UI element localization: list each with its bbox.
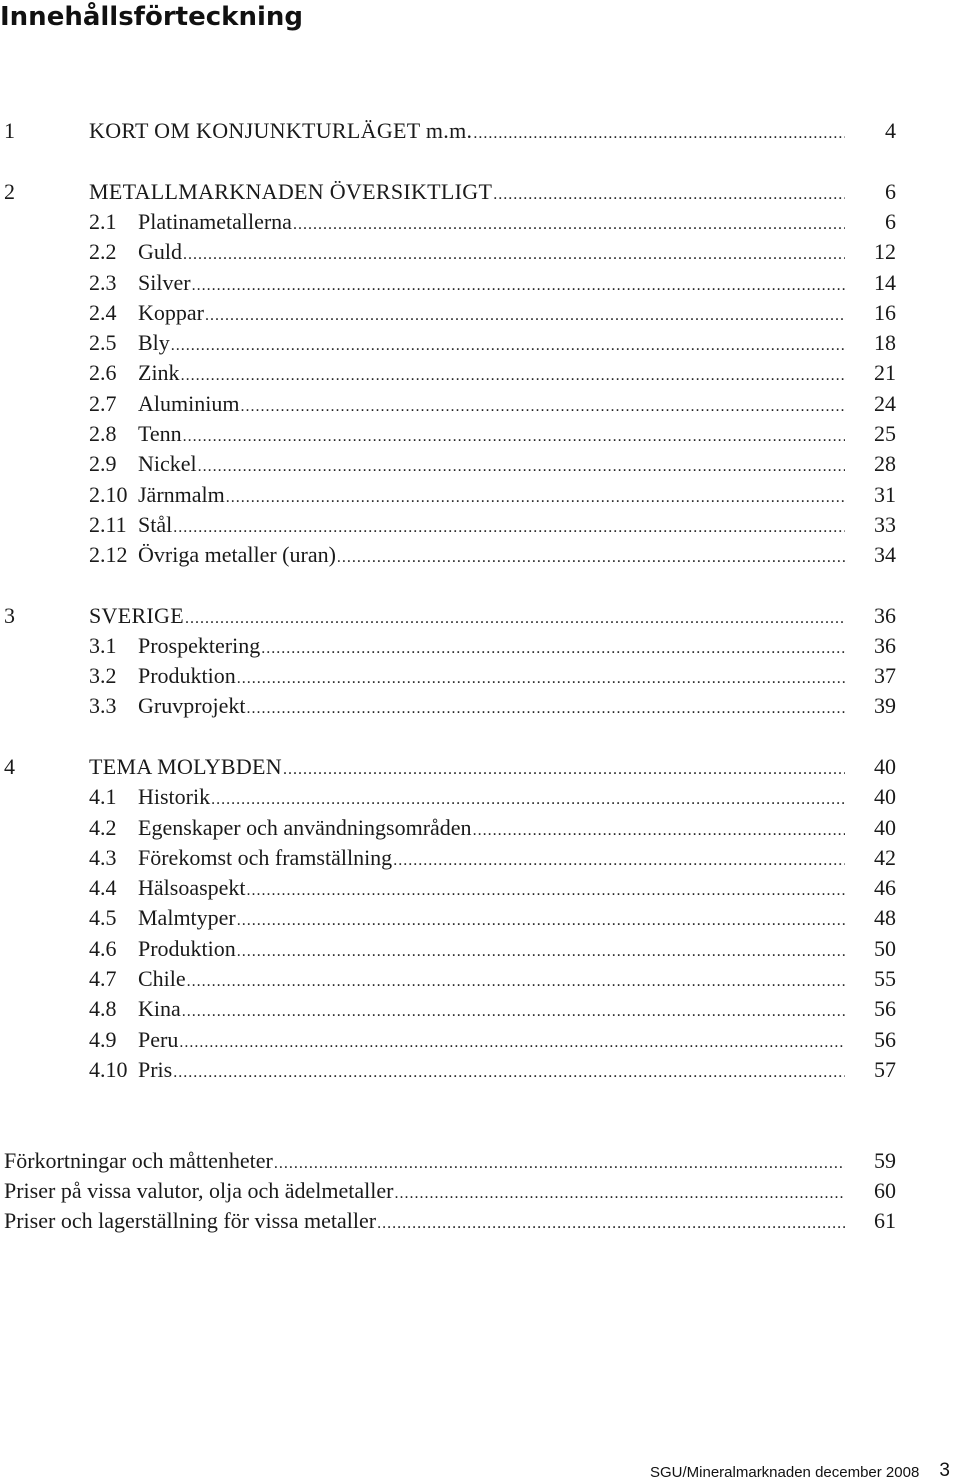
toc-entry-page: 39	[874, 693, 896, 718]
toc-entry-page: 25	[874, 421, 896, 446]
toc-entry-title-leader	[138, 389, 845, 419]
dot-leader	[192, 274, 845, 298]
toc-entry-page: 18	[874, 330, 896, 355]
dot-leader	[493, 183, 845, 207]
toc-entry-page: 37	[874, 663, 896, 688]
toc-entry-title-leader	[138, 1055, 845, 1085]
toc-entry-title-leader	[138, 480, 845, 510]
toc-entry-title: Priser och lagerställning för vissa metaller	[4, 1206, 377, 1236]
toc-entry-page: 16	[874, 300, 896, 325]
dot-leader	[283, 758, 845, 782]
toc-entry-number: 2.11	[89, 512, 127, 537]
dot-leader	[205, 304, 845, 328]
toc-entry-number: 4.3	[89, 845, 117, 870]
toc-entry-page: 4	[885, 118, 896, 143]
toc-entry-number: 4.10	[89, 1057, 128, 1082]
toc-entry-title: Guld	[138, 237, 183, 267]
page-number: 3	[939, 1460, 950, 1481]
toc-entry[interactable]	[0, 449, 900, 479]
toc-entry-title-leader	[89, 116, 845, 146]
dot-leader	[179, 1031, 845, 1055]
dot-leader	[237, 667, 845, 691]
toc-entry[interactable]	[0, 1176, 900, 1206]
toc-entry-title-leader	[138, 237, 845, 267]
toc-entry-page: 55	[874, 966, 896, 991]
toc-entry-page: 57	[874, 1057, 896, 1082]
toc-entry-title: Järnmalm	[138, 480, 226, 510]
toc-entry-number: 3.1	[89, 633, 117, 658]
toc-entry-title-leader	[4, 1176, 845, 1206]
toc-entry-title-leader	[138, 964, 845, 994]
toc-entry[interactable]	[0, 782, 900, 812]
dot-leader	[173, 1061, 845, 1085]
toc-entry-title-leader	[138, 813, 845, 843]
toc-entry[interactable]	[0, 510, 900, 540]
toc-entry-title: Stål	[138, 510, 173, 540]
dot-leader	[173, 516, 845, 540]
toc-entry-number: 2.7	[89, 391, 117, 416]
toc-entry-page: 6	[885, 209, 896, 234]
toc-entry-title: Kina	[138, 994, 182, 1024]
toc-entry[interactable]	[0, 903, 900, 933]
toc-entry-number: 4.2	[89, 815, 117, 840]
toc-entry[interactable]	[0, 298, 900, 328]
toc-entry-title-leader	[4, 1146, 845, 1176]
toc-entry-title: Prospektering	[138, 631, 261, 661]
toc-entry-page: 6	[885, 179, 896, 204]
dot-leader	[183, 425, 845, 449]
toc-entry-title: Produktion	[138, 661, 237, 691]
toc-entry-number: 2.10	[89, 482, 128, 507]
toc-entry-page: 42	[874, 845, 896, 870]
toc-entry-page: 60	[874, 1178, 896, 1203]
toc-entry-title: Förekomst och framställning	[138, 843, 393, 873]
toc-entry-title-leader	[138, 691, 845, 721]
toc-entry-number: 3	[4, 603, 15, 628]
toc-entry-page: 33	[874, 512, 896, 537]
dot-leader	[337, 546, 845, 570]
toc-entry-title: Förkortningar och måttenheter	[4, 1146, 274, 1176]
toc-entry-number: 2.12	[89, 542, 128, 567]
toc-entry-title: Koppar	[138, 298, 205, 328]
toc-entry-number: 4.7	[89, 966, 117, 991]
toc-entry-title: Platinametallerna	[138, 207, 293, 237]
toc-entry-page: 59	[874, 1148, 896, 1173]
toc-entry-number: 2	[4, 179, 15, 204]
toc-entry-title: Peru	[138, 1025, 179, 1055]
toc-entry-title-leader	[138, 540, 845, 570]
dot-leader	[240, 395, 845, 419]
dot-leader	[185, 607, 845, 631]
toc-entry-page: 36	[874, 603, 896, 628]
toc-entry-page: 31	[874, 482, 896, 507]
toc-entry-title: Aluminium	[138, 389, 240, 419]
toc-entry-number: 2.5	[89, 330, 117, 355]
dot-leader	[211, 788, 845, 812]
dot-leader	[473, 819, 845, 843]
toc-entry-title: Zink	[138, 358, 181, 388]
toc-entry-title-leader	[89, 601, 845, 631]
toc-entry[interactable]	[0, 601, 900, 631]
dot-leader	[187, 970, 845, 994]
toc-entry-page: 24	[874, 391, 896, 416]
toc-entry[interactable]	[0, 1206, 900, 1236]
toc-entry-number: 2.3	[89, 270, 117, 295]
page-footer	[650, 1460, 950, 1484]
dot-leader	[395, 1182, 846, 1206]
toc-entry-number: 2.6	[89, 360, 117, 385]
toc-entry-page: 36	[874, 633, 896, 658]
toc-entry-title-leader	[138, 449, 845, 479]
toc-entry-page: 21	[874, 360, 896, 385]
toc-entry-title: Nickel	[138, 449, 198, 479]
dot-leader	[247, 879, 845, 903]
toc-entry[interactable]	[0, 1025, 900, 1055]
toc-entry-number: 2.4	[89, 300, 117, 325]
toc-entry-number: 2.2	[89, 239, 117, 264]
toc-entry-title-leader	[138, 903, 845, 933]
toc-entry-number: 2.8	[89, 421, 117, 446]
toc-entry-title-leader	[138, 419, 845, 449]
toc-entry-title-leader	[138, 1025, 845, 1055]
toc-entry-number: 4.8	[89, 996, 117, 1021]
toc-entry[interactable]	[0, 873, 900, 903]
dot-leader	[237, 940, 845, 964]
dot-leader	[261, 637, 845, 661]
toc-entry[interactable]	[0, 934, 900, 964]
toc-entry-number: 2.9	[89, 451, 117, 476]
toc-entry-title-leader	[138, 328, 845, 358]
dot-leader	[247, 697, 845, 721]
toc-entry-number: 3.3	[89, 693, 117, 718]
toc-entry-title: Gruvprojekt	[138, 691, 247, 721]
toc-entry[interactable]	[0, 843, 900, 873]
toc-entry-title: Historik	[138, 782, 211, 812]
toc-entry-title-leader	[138, 207, 845, 237]
toc-entry-number: 2.1	[89, 209, 117, 234]
toc-entry-title-leader	[138, 661, 845, 691]
toc-entry-number: 3.2	[89, 663, 117, 688]
toc-entry[interactable]	[0, 207, 900, 237]
dot-leader	[237, 909, 845, 933]
dot-leader	[473, 122, 845, 146]
toc-entry-page: 34	[874, 542, 896, 567]
toc-entry-title: Silver	[138, 268, 192, 298]
toc-entry[interactable]	[0, 480, 900, 510]
toc-entry[interactable]	[0, 328, 900, 358]
toc-entry-title: Priser på vissa valutor, olja och ädelmetaller	[4, 1176, 395, 1206]
toc-entry-number: 1	[4, 118, 15, 143]
toc-entry-title: Övriga metaller (uran)	[138, 540, 337, 570]
toc-entry[interactable]	[0, 540, 900, 570]
toc-entry-title-leader	[138, 782, 845, 812]
toc-entry[interactable]	[0, 964, 900, 994]
toc-entry[interactable]	[0, 1146, 900, 1176]
toc-entry-number: 4.4	[89, 875, 117, 900]
page-title: Innehållsförteckning	[0, 2, 303, 32]
toc-entry-title-leader	[138, 873, 845, 903]
toc-entry-page: 50	[874, 936, 896, 961]
toc-entry-title-leader	[138, 298, 845, 328]
dot-leader	[226, 486, 845, 510]
toc-entry[interactable]	[0, 419, 900, 449]
toc-entry-page: 46	[874, 875, 896, 900]
toc-entry-page: 28	[874, 451, 896, 476]
toc-entry[interactable]	[0, 752, 900, 782]
toc-entry-title: Pris	[138, 1055, 173, 1085]
dot-leader	[377, 1212, 845, 1236]
toc-entry-page: 14	[874, 270, 896, 295]
toc-entry-title-leader	[138, 268, 845, 298]
toc-entry-title: Chile	[138, 964, 187, 994]
toc-entry-title: Bly	[138, 328, 171, 358]
toc-entry[interactable]	[0, 116, 900, 146]
toc-entry-page: 40	[874, 815, 896, 840]
toc-entry-page: 48	[874, 905, 896, 930]
toc-entry-title: Tenn	[138, 419, 183, 449]
toc-entry-number: 4	[4, 754, 15, 779]
toc-entry-title-leader	[138, 358, 845, 388]
dot-leader	[183, 243, 845, 267]
dot-leader	[393, 849, 845, 873]
toc-entry-title-leader	[138, 843, 845, 873]
toc-entry-number: 4.9	[89, 1027, 117, 1052]
toc-entry-title: Produktion	[138, 934, 237, 964]
toc-entry[interactable]	[0, 813, 900, 843]
toc-entry-page: 40	[874, 754, 896, 779]
dot-leader	[198, 455, 845, 479]
toc-entry-number: 4.6	[89, 936, 117, 961]
toc-entry-title: Hälsoaspekt	[138, 873, 247, 903]
toc-entry-title-leader	[4, 1206, 845, 1236]
toc-entry-page: 40	[874, 784, 896, 809]
publication-name: SGU/Mineralmarknaden december 2008	[650, 1464, 920, 1481]
toc-entry-title-leader	[89, 177, 845, 207]
toc-entry[interactable]	[0, 691, 900, 721]
toc-entry-number: 4.1	[89, 784, 117, 809]
toc-entry[interactable]	[0, 661, 900, 691]
toc-entry-page: 56	[874, 1027, 896, 1052]
toc-entry-number: 4.5	[89, 905, 117, 930]
toc-entry[interactable]	[0, 631, 900, 661]
toc-entry-title: TEMA MOLYBDEN	[89, 752, 283, 782]
toc-entry-page: 61	[874, 1208, 896, 1233]
toc-entry[interactable]	[0, 237, 900, 267]
toc-entry[interactable]	[0, 1055, 900, 1085]
toc-entry-page: 12	[874, 239, 896, 264]
toc-entry-title-leader	[138, 510, 845, 540]
toc-entry-page: 56	[874, 996, 896, 1021]
toc-entry[interactable]	[0, 994, 900, 1024]
toc-entry-title-leader	[89, 752, 845, 782]
dot-leader	[274, 1152, 845, 1176]
toc-entry-title-leader	[138, 994, 845, 1024]
toc-entry-title: Egenskaper och användningsområden	[138, 813, 473, 843]
toc-entry-title: SVERIGE	[89, 601, 185, 631]
toc-entry[interactable]	[0, 177, 900, 207]
toc-entry-title-leader	[138, 631, 845, 661]
toc-entry[interactable]	[0, 268, 900, 298]
toc-entry-title: METALLMARKNADEN ÖVERSIKTLIGT	[89, 177, 493, 207]
toc-entry-title: Malmtyper	[138, 903, 237, 933]
toc-entry-title: KORT OM KONJUNKTURLÄGET m.m.	[89, 116, 473, 146]
dot-leader	[171, 334, 845, 358]
dot-leader	[182, 1000, 845, 1024]
toc-entry[interactable]	[0, 358, 900, 388]
dot-leader	[293, 213, 845, 237]
toc-entry-title-leader	[138, 934, 845, 964]
toc-entry[interactable]	[0, 389, 900, 419]
dot-leader	[181, 364, 845, 388]
